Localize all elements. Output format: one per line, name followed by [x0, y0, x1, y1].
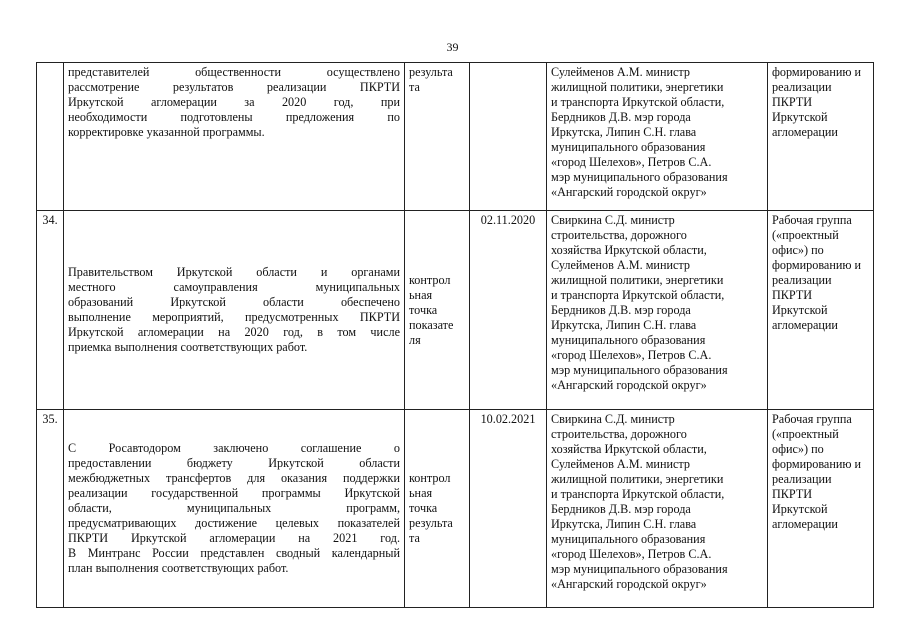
text-line: межбюджетных трансфертов для оказания поддержки: [68, 471, 400, 485]
text-line: Рабочая группа: [772, 213, 852, 227]
text-line: план выполнения соответствующих работ.: [68, 561, 289, 575]
text-line: корректировке указанной программы.: [68, 125, 265, 139]
text-line: агломерации: [772, 318, 838, 332]
date-cell: [470, 211, 547, 410]
description-cell: [64, 63, 405, 211]
text-line: жилищной политики, энергетики: [551, 273, 724, 287]
responsible-text: [551, 65, 763, 200]
text-line: и транспорта Иркутской области,: [551, 487, 725, 501]
text-line: муниципального образования: [551, 532, 706, 546]
checkpoint-type-cell: [405, 410, 470, 608]
text-line: офис») по: [772, 243, 824, 257]
working-group-text: [772, 65, 869, 140]
text-line: та: [409, 80, 420, 94]
text-line: Иркутской агломерации за 2020 год, при: [68, 95, 400, 109]
row-number-cell: [37, 63, 64, 211]
page-number: 39: [446, 40, 459, 54]
checkpoint-type-text: [409, 65, 465, 95]
text-line: ПКРТИ: [772, 95, 813, 109]
text-line: Иркутска, Липин С.Н. глава: [551, 517, 697, 531]
text-line: и транспорта Иркутской области,: [551, 288, 725, 302]
text-line: реализации государственной программы Иркутской: [68, 486, 400, 500]
text-line: формированию и: [772, 65, 862, 79]
text-line: «город Шелехов», Петров С.А.: [551, 547, 712, 561]
text-line: формированию и: [772, 258, 862, 272]
text-line: «Ангарский городской округ»: [551, 577, 707, 591]
text-line: образований Иркутской области обеспечено: [68, 295, 400, 309]
working-group-text: [772, 213, 869, 333]
text-line: та: [409, 531, 420, 545]
text-line: Иркутска, Липин С.Н. глава: [551, 125, 697, 139]
text-line: Правительством Иркутской области и органами: [68, 265, 400, 279]
text-line: результа: [409, 516, 453, 530]
text-line: формированию и: [772, 457, 862, 471]
responsible-text: [551, 213, 763, 393]
text-line: ля: [409, 332, 421, 347]
checkpoint-type-text: [409, 471, 465, 546]
text-line: Иркутской агломерации на 2020 год, в том числе: [68, 325, 400, 339]
table-row: [37, 63, 874, 211]
text-line: жилищной политики, энергетики: [551, 472, 724, 486]
text-line: С Росавтодором заключено соглашение о: [68, 441, 400, 455]
table-row: [37, 211, 874, 410]
text-line: реализации: [772, 273, 832, 287]
text-line: Иркутска, Липин С.Н. глава: [551, 318, 697, 332]
text-line: Иркутской: [772, 303, 828, 317]
text-line: «город Шелехов», Петров С.А.: [551, 348, 712, 362]
text-line: и транспорта Иркутской области,: [551, 95, 725, 109]
text-line: Сулейменов А.М. министр: [551, 258, 690, 272]
text-line: контрол: [409, 471, 451, 485]
text-line: «Ангарский городской округ»: [551, 378, 707, 392]
text-line: ьная: [409, 486, 433, 500]
working-group-cell: [768, 410, 874, 608]
text-line: области, муниципальных программ,: [68, 501, 400, 515]
text-line: Сулейменов А.М. министр: [551, 457, 690, 471]
due-date: 10.02.2021: [480, 412, 536, 426]
row-number: 34.: [42, 213, 58, 227]
text-line: ПКРТИ Иркутской агломерации на 2021 год.: [68, 531, 400, 545]
date-cell: [470, 63, 547, 211]
text-line: результа: [409, 65, 453, 79]
text-line: Иркутской: [772, 110, 828, 124]
text-line: Свиркина С.Д. министр: [551, 412, 675, 426]
responsible-cell: [547, 63, 768, 211]
text-line: ПКРТИ: [772, 487, 813, 501]
text-line: мэр муниципального образования: [551, 562, 728, 576]
text-line: местного самоуправления муниципальных: [68, 280, 400, 294]
text-line: Иркутской: [772, 502, 828, 516]
text-line: жилищной политики, энергетики: [551, 80, 724, 94]
text-line: Рабочая группа: [772, 412, 852, 426]
responsible-text: [551, 412, 763, 592]
date-cell: [470, 410, 547, 608]
checkpoint-type-cell: [405, 211, 470, 410]
text-line: точка: [409, 302, 438, 317]
text-line: строительства, дорожного: [551, 228, 687, 242]
text-line: контрол: [409, 272, 451, 287]
checkpoint-type-text: [409, 273, 465, 348]
description-text: [68, 265, 400, 355]
responsible-cell: [547, 410, 768, 608]
text-line: предоставлении бюджету Иркутской области: [68, 456, 400, 470]
text-line: («проектный: [772, 427, 839, 441]
text-line: ПКРТИ: [772, 288, 813, 302]
text-line: Бердников Д.В. мэр города: [551, 110, 691, 124]
plan-table: [36, 62, 874, 608]
text-line: мэр муниципального образования: [551, 363, 728, 377]
text-line: реализации: [772, 472, 832, 486]
text-line: Свиркина С.Д. министр: [551, 213, 675, 227]
text-line: предусматривающих достижение целевых показателей: [68, 516, 400, 530]
text-line: «город Шелехов», Петров С.А.: [551, 155, 712, 169]
text-line: В Минтранс России представлен сводный календарный: [68, 546, 400, 560]
text-line: Бердников Д.В. мэр города: [551, 303, 691, 317]
text-line: офис») по: [772, 442, 824, 456]
text-line: агломерации: [772, 517, 838, 531]
row-number: 35.: [42, 412, 58, 426]
description-cell: [64, 211, 405, 410]
table-row: [37, 410, 874, 608]
text-line: показате: [409, 317, 454, 332]
text-line: муниципального образования: [551, 140, 706, 154]
text-line: реализации: [772, 80, 832, 94]
text-line: необходимости подготовлены предложения по: [68, 110, 400, 124]
description-text: [68, 441, 400, 576]
working-group-cell: [768, 211, 874, 410]
text-line: строительства, дорожного: [551, 427, 687, 441]
text-line: «Ангарский городской округ»: [551, 185, 707, 199]
text-line: рассмотрение результатов реализации ПКРТИ: [68, 80, 400, 94]
responsible-cell: [547, 211, 768, 410]
text-line: представителей общественности осуществлено: [68, 65, 400, 79]
working-group-text: [772, 412, 869, 532]
text-line: ьная: [409, 287, 433, 302]
text-line: мэр муниципального образования: [551, 170, 728, 184]
checkpoint-type-cell: [405, 63, 470, 211]
due-date: 02.11.2020: [480, 213, 536, 227]
text-line: Сулейменов А.М. министр: [551, 65, 690, 79]
text-line: муниципального образования: [551, 333, 706, 347]
row-number-cell: [37, 211, 64, 410]
text-line: хозяйства Иркутской области,: [551, 442, 707, 456]
text-line: («проектный: [772, 228, 839, 242]
text-line: Бердников Д.В. мэр города: [551, 502, 691, 516]
text-line: выполнение мероприятий, предусмотренных ПКРТИ: [68, 310, 400, 324]
description-text: [68, 65, 400, 140]
description-cell: [64, 410, 405, 608]
text-line: точка: [409, 501, 438, 515]
row-number-cell: [37, 410, 64, 608]
text-line: агломерации: [772, 125, 838, 139]
text-line: хозяйства Иркутской области,: [551, 243, 707, 257]
working-group-cell: [768, 63, 874, 211]
text-line: приемка выполнения соответствующих работ.: [68, 340, 308, 354]
